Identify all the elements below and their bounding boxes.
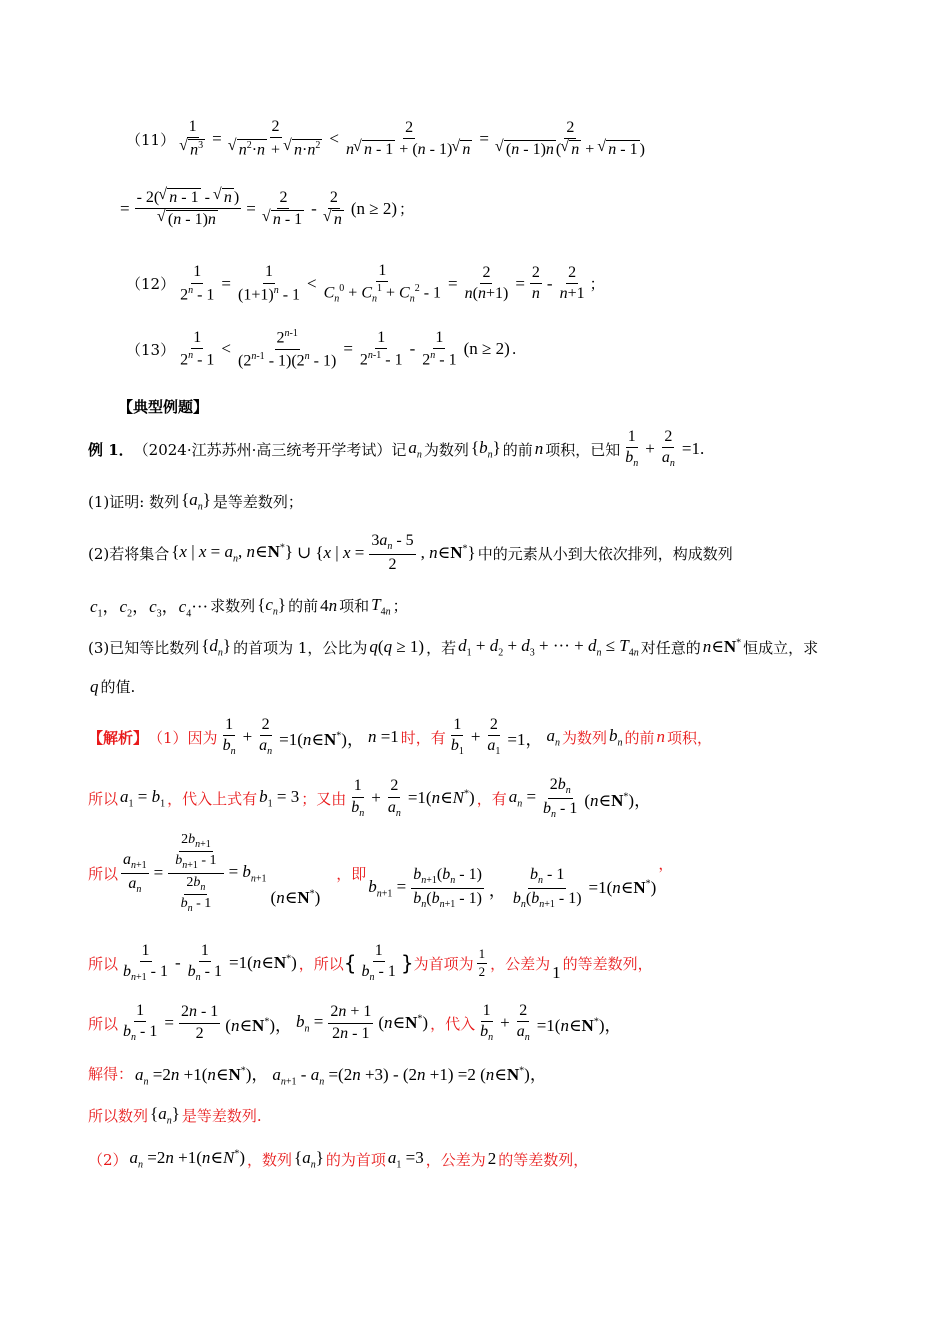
text: 所以 [88,954,119,973]
text: ；又由 [301,789,347,808]
formula-label: （12） [126,275,176,294]
solution-line-8: （2） $a_n =2n$ +1(n∈N*) ，数列 $\{a_n\}$ 的为首项 $a_1 =3$ ，公差为 2 的等差数列， [88,1148,589,1171]
question-3: (3)已知等比数列 $\{d_n\}$ 的首项为 1，公比为 q(q ≥ 1) ，若 $d_1 + d_2 + d_3$ + ··· + $d_n \le T_{4n}$ 对任意的 n∈N* 恒成立，求 [88,636,819,659]
text: ，即 [336,864,367,883]
text: 是等差数列； [212,492,303,511]
fraction: - 2(√ n - 1 - √ n ) √ (n - 1)n [135,188,242,230]
text: 的为首项 [325,1150,386,1169]
fraction: $\frac{2}{n(n+1)}$ [464,263,509,303]
example-label: 例 1． [88,440,134,459]
text: ，所以 [298,954,344,973]
fraction: $\frac{\frac{2b_{n+1}}{b_{n+1} - 1}}{\frac{2b_n}{b_n - 1}}$ [168,832,223,914]
text: 的前 [288,597,319,616]
fraction: $\frac{2^{n-1}}{(2^{n-1} - 1)(2^n - 1)}$ [238,328,337,370]
formula-11: （11） 1 √ $n^3$ = 2 √ $n^2\cdot n$ + √ $n\cdot n^2$ < $\frac{2}{n√ n - 1 + (n - 1)√ n}$ = 2 √ (n - 1)n (√ n + √ n - 1 ) [126,118,890,160]
section-title [118,396,890,417]
fraction: $\frac{2}{n}$ [531,263,540,303]
question-3-continued: q 的值. [90,676,136,696]
text: 项和 [339,597,370,616]
text: 为数列 [423,440,469,459]
example-source: （2024·江苏苏州·高三统考开学考试） [133,440,392,459]
text: ，若 [426,638,457,657]
text: 所以 [88,1014,119,1033]
fraction: $\frac{1}{b_{n+1} - 1}$ [123,942,168,984]
text: 时，有 [400,728,446,747]
text: （1）因为 [148,728,218,747]
text: 所以数列 [88,1106,149,1125]
fraction: $\frac{1}{C_n^0 + C_n^1 + C_n^2 - 1}$ [323,262,442,305]
fraction: $\frac{1}{2^n - 1}$ [422,328,457,369]
fraction: $\frac{1}{b_n - 1}$ [123,1002,158,1044]
text: 记 [391,440,407,459]
text: 解得： [88,1065,134,1084]
text: 的等差数列， [498,1150,589,1169]
fraction: $\frac{1}{2}$ [478,945,486,979]
solution-tag: 【解析】 [88,728,149,747]
text: （2） [88,1150,128,1169]
fraction: $\frac{b_{n+1}(b_n - 1)}{b_n(b_{n+1} - 1)}$ [413,865,482,910]
fraction: $\frac{2}{a_n}$ [516,1002,530,1044]
fraction: 2 √ $n^2\cdot n$ + √ $n\cdot n^2$ [227,118,325,160]
fraction: $\frac{a_{n+1}}{a_n}$ [123,850,147,895]
text: 项积， [667,728,713,747]
solution-line-1: 【解析】 （1）因为 $\frac{1}{b_n}$ + $\frac{2}{a_n}$ =1(n∈N*)， n =1 时，有 $\frac{1}{b_1}$ + $\frac{2}{a_1}$ =1， $a_n$ 为数列 $b_n$ 的前 n 项积， [88,716,713,758]
text: 为数列 [562,728,608,747]
text: 的前 [502,440,533,459]
text: ，公差为 [490,954,551,973]
fraction: $\frac{2n + 1}{2n - 1}$ [330,1003,372,1042]
fraction: $\frac{1}{b_n}$ [222,716,236,758]
section-title-text: 【典型例题】 [118,398,209,416]
text: 为首项为 [413,954,474,973]
fraction: $\frac{2}{a_1}$ [487,716,501,758]
solution-line-5: 所以 $\frac{1}{b_n - 1}$ = $\frac{2n - 1}{2}$ (n∈N*)， $b_n$ = $\frac{2n + 1}{2n - 1}$ (n∈N*) ，代入 $\frac{1}{b_n}$ + $\frac{2}{a_n}$ =1(n∈N*)， [88,1002,622,1044]
fraction: $\frac{1}{(1+1)^n - 1}$ [238,263,301,303]
fraction: $\frac{1}{2^n - 1}$ [180,328,215,369]
text: ； [392,597,408,616]
fraction: 2 √ n - 1 [261,189,306,230]
punct: ； [398,200,414,219]
text: 对任意的 [640,638,701,657]
fraction: $\frac{2}{a_n}$ [661,428,675,470]
solution-line-3: 所以 $\frac{a_{n+1}}{a_n}$ = $\frac{\frac{2b_{n+1}}{b_{n+1} - 1}}{\frac{2b_n}{b_n - 1}}$ = $b_{n+1}$ (n∈N*) ，即 $b_{n+1}$ = $\frac{b_{n+1}(b_n - 1)}{b_n(b_{n+1} - 1)}$ ， $\frac{b_n - 1}{b_n(b_{n+1} - 1)}$ =1(n∈N*) ， [88,832,674,914]
question-1: (1)证明: 数列 $\{a_n\}$ 是等差数列； [88,490,303,513]
fraction: $\frac{2n - 1}{2}$ [180,1003,219,1042]
text: 项积，已知 [545,440,621,459]
solution-line-7: 所以数列 $\{a_n\}$ 是等差数列. [88,1104,262,1127]
fraction: 2 √ (n - 1)n (√ n + √ n - 1 ) [494,119,647,160]
formula-label: （11） [126,130,176,149]
question-2-continued: $c_1$，$c_2$，$c_3$，$c_4\cdot\cdot\cdot$ 求数列 $\{c_n\}$ 的前 4n 项和 $T_{4n}$ ； [90,594,408,620]
text: 的等差数列， [562,954,653,973]
text: 所以 [88,789,119,808]
text: ，公差为 [425,1150,486,1169]
text: (3)已知等比数列 [88,638,200,657]
text: (1)证明: 数列 [88,492,180,511]
fraction: $\frac{b_n - 1}{b_n(b_{n+1} - 1)}$ [512,865,582,910]
solution-line-4: 所以 $\frac{1}{b_{n+1} - 1}$ - $\frac{1}{b_n - 1}$ =1(n∈N*) ，所以 { $\frac{1}{b_n - 1}$ } 为首项为 $\frac{1}{2}$ ，公差为 1 的等差数列， [88,942,653,984]
formula-13: （13） $\frac{1}{2^n - 1}$ < $\frac{2^{n-1}}{(2^{n-1} - 1)(2^n - 1)}$ = $\frac{1}{2^{n-1} - 1}$ - $\frac{1}{2^n - 1}$ (n ≥ 2) . [126,328,517,370]
text: ，有 [476,789,507,808]
text: 所以 [88,864,119,883]
condition: (n ≥ 2) [463,339,510,359]
fraction: 1 √ $n^3$ [178,118,207,160]
fraction: $\frac{1}{2^n - 1}$ [180,263,215,303]
fraction: 2 √ n [322,189,346,230]
fraction: $\frac{2}{a_n}$ [387,777,401,819]
text: (2)若将集合 [88,544,170,563]
fraction: $\frac{1}{b_n - 1}$ [361,942,396,984]
fraction: $\frac{2}{n√ n - 1 + (n - 1)√ n}$ [344,119,474,160]
formula-11-continued: = - 2(√ n - 1 - √ n ) √ (n - 1)n = 2 √ n - 1 - 2 √ n (n ≥ 2) ； [118,188,890,230]
text: ，代入 [430,1014,476,1033]
punct: ； [589,275,605,294]
fraction: $\frac{1}{b_n}$ [480,1002,494,1044]
formula-12: （12） $\frac{1}{2^n - 1}$ = $\frac{1}{(1+1)^n - 1}$ < $\frac{1}{C_n^0 + C_n^1 + C_n^2 - 1}$ = $\frac{2}{n(n+1)}$ = $\frac{2}{n}$ - $\frac{2}{n+1}$ ； [126,262,605,305]
text: ，代入上式有 [167,789,258,808]
fraction: $\frac{2}{n+1}$ [559,263,585,303]
text: 恒成立，求 [743,638,819,657]
fraction: $\frac{1}{b_n}$ [625,428,639,470]
text: 的值. [100,678,136,696]
fraction: $\frac{2b_n}{b_n - 1}$ [543,776,578,820]
text: 的首项为 1，公比为 [233,638,368,657]
question-2: (2)若将集合 {x | $x = a_n$, n∈N*} ∪ {x | x = $\frac{3a_n - 5}{2}$ , n∈N*} 中的元素从小到大依次排列，构成数列 [88,532,733,573]
text: 是等差数列. [181,1106,262,1125]
text: =1. [681,439,705,459]
formula-label: （13） [126,340,176,359]
fraction: $\frac{1}{b_n}$ [351,777,365,819]
example-intro: 例 1． （2024·江苏苏州·高三统考开学考试） 记 $a_n$ 为数列 $\{b_n\}$ 的前 n 项积，已知 $\frac{1}{b_n}$ + $\frac{2}{a_n}$ =1. [88,428,705,470]
fraction: $\frac{1}{2^{n-1} - 1}$ [359,328,403,369]
solution-line-2: 所以 $a_1 = b_1$ ，代入上式有 $b_1 = 3$ ；又由 $\frac{1}{b_n}$ + $\frac{2}{a_n}$ =1(n∈N*) ，有 $a_n$ = $\frac{2b_n}{b_n - 1}$ (n∈N*)， [88,776,652,820]
text: 的前 [624,728,655,747]
solution-line-6: 解得： $a_n =2n$ +1(n∈N*)， $a_{n+1} - a_n =(2n +3) - (2n +1) =2$ (n∈N*)， [88,1065,547,1088]
fraction: $\frac{1}{b_n - 1}$ [187,942,222,984]
text: 中的元素从小到大依次排列，构成数列 [477,544,733,563]
punct: . [511,340,517,359]
condition: (n ≥ 2) [350,198,397,218]
text: ，数列 [247,1150,293,1169]
fraction: $\frac{1}{b_1}$ [450,716,464,758]
fraction: $\frac{2}{a_n}$ [259,716,273,758]
text: 求数列 [210,597,256,616]
fraction: $\frac{3a_n - 5}{2}$ [371,532,414,573]
